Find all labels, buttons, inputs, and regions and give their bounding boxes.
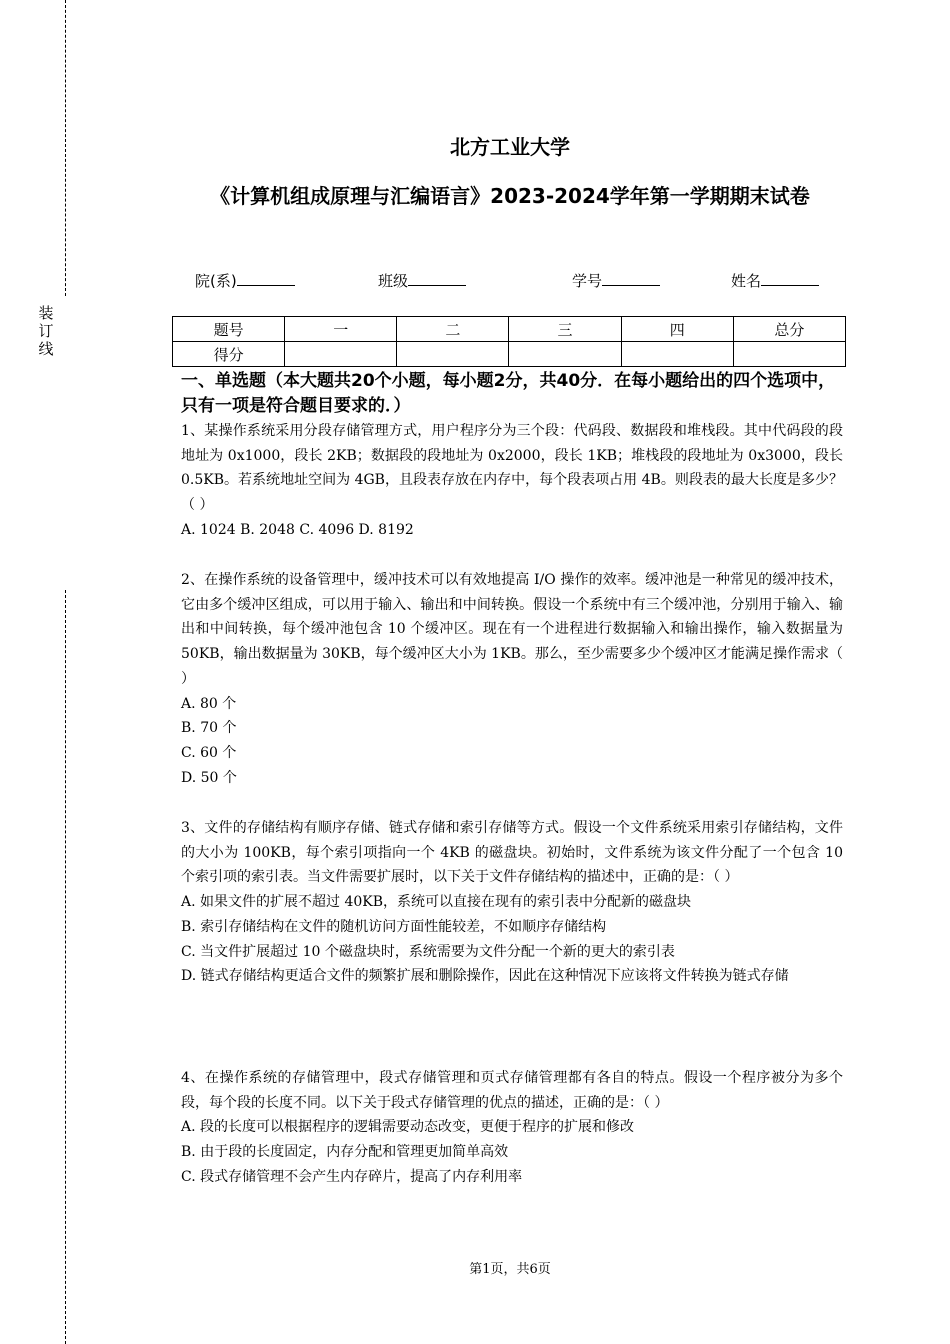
exam-title: 《计算机组成原理与汇编语言》2023-2024学年第一学期期末试卷 <box>210 184 810 208</box>
question-1 <box>181 419 843 543</box>
score-cell: 四 <box>621 317 733 342</box>
student-id-blank[interactable] <box>602 271 660 286</box>
score-entry <box>397 342 509 367</box>
class-blank[interactable] <box>408 271 466 286</box>
department-blank[interactable] <box>237 271 295 286</box>
score-cell: 总分 <box>733 317 845 342</box>
score-cell: 二 <box>397 317 509 342</box>
option-c: C. 60 个 <box>181 744 237 761</box>
binding-line <box>65 590 66 1344</box>
option-b: B. 70 个 <box>181 720 237 737</box>
score-table-header-row <box>173 317 846 342</box>
department-field <box>195 270 295 291</box>
score-cell: 三 <box>509 317 621 342</box>
name-label: 姓名 <box>731 272 762 290</box>
binding-char: 订 <box>38 322 54 340</box>
score-cell: 得分 <box>173 342 285 367</box>
question-stem: 1、某操作系统采用分段存储管理方式，用户程序分为三个段：代码段、数据段和堆栈段。其中代码段的段地址为 0x1000，段长 2KB；数据段的段地址为 0x2000，段长 1KB；堆栈段的段地址为 0x3000，段长 0.5KB。若系统地址空间为 4GB，且段表存放在内存中，每个段表项占用 4B。则段表的最大长度是多少？（ ） <box>181 423 843 514</box>
question-options: A. 1024 B. 2048 C. 4096 D. 8192 <box>181 521 414 538</box>
binding-label <box>36 304 56 358</box>
question-stem: 4、在操作系统的存储管理中，段式存储管理和页式存储管理都有各自的特点。假设一个程序被分为多个段，每个段的长度不同。以下关于段式存储管理的优点的描述，正确的是：（ ） <box>181 1070 843 1111</box>
class-field <box>378 270 466 291</box>
score-entry <box>621 342 733 367</box>
score-table <box>172 316 846 367</box>
option-d: D. 50 个 <box>181 769 237 786</box>
university-title: 北方工业大学 <box>450 135 570 159</box>
option-b: B. 由于段的长度固定，内存分配和管理更加简单高效 <box>181 1144 509 1161</box>
question-2 <box>181 568 843 790</box>
student-id-field <box>572 270 660 291</box>
question-3 <box>181 816 843 989</box>
score-cell: 题号 <box>173 317 285 342</box>
option-b: B. 索引存储结构在文件的随机访问方面性能较差，不如顺序存储结构 <box>181 918 607 935</box>
option-a: A. 段的长度可以根据程序的逻辑需要动态改变，更便于程序的扩展和修改 <box>181 1119 635 1136</box>
score-entry <box>509 342 621 367</box>
question-4 <box>181 1066 843 1190</box>
question-stem: 2、在操作系统的设备管理中，缓冲技术可以有效地提高 I/O 操作的效率。缓冲池是一种常见的缓冲技术，它由多个缓冲区组成，可以用于输入、输出和中间转换。假设一个系统中有三个缓冲池，分别用于输入、输出和中间转换，每个缓冲池包含 10 个缓冲区。现在有一个进程进行数据输入和输出操作，输入数据量为 50KB，输出数据量为 30KB，每个缓冲区大小为 1KB。那么，至少需要多少个缓冲区才能满足操作需求（ ） <box>181 572 843 687</box>
name-blank[interactable] <box>761 271 819 286</box>
option-d: D. 链式存储结构更适合文件的频繁扩展和删除操作，因此在这种情况下应该将文件转换为链式存储 <box>181 968 789 985</box>
binding-char: 装 <box>38 304 54 322</box>
page-footer: 第1页，共6页 <box>469 1262 551 1277</box>
question-stem: 3、文件的存储结构有顺序存储、链式存储和索引存储等方式。假设一个文件系统采用索引存储结构，文件的大小为 100KB，每个索引项指向一个 4KB 的磁盘块。初始时，文件系统为该文件分配了一个包含 10 个索引项的索引表。当文件需要扩展时，以下关于文件存储结构的描述中，正确的是：（ ） <box>181 820 843 886</box>
student-id-label: 学号 <box>572 272 603 290</box>
score-entry <box>285 342 397 367</box>
section-title: 一、单选题（本大题共20个小题，每小题2分，共40分．在每小题给出的四个选项中，只有一项是符合题目要求的．） <box>181 371 836 416</box>
score-cell: 一 <box>285 317 397 342</box>
score-table-score-row <box>173 342 846 367</box>
binding-char: 线 <box>38 340 54 358</box>
name-field <box>731 270 819 291</box>
option-a: A. 如果文件的扩展不超过 40KB，系统可以直接在现有的索引表中分配新的磁盘块 <box>181 894 692 911</box>
option-c: C. 段式存储管理不会产生内存碎片，提高了内存利用率 <box>181 1168 523 1185</box>
class-label: 班级 <box>378 272 409 290</box>
option-c: C. 当文件扩展超过 10 个磁盘块时，系统需要为文件分配一个新的更大的索引表 <box>181 943 675 960</box>
department-label: 院(系) <box>195 272 237 290</box>
score-entry <box>733 342 845 367</box>
option-a: A. 80 个 <box>181 695 237 712</box>
